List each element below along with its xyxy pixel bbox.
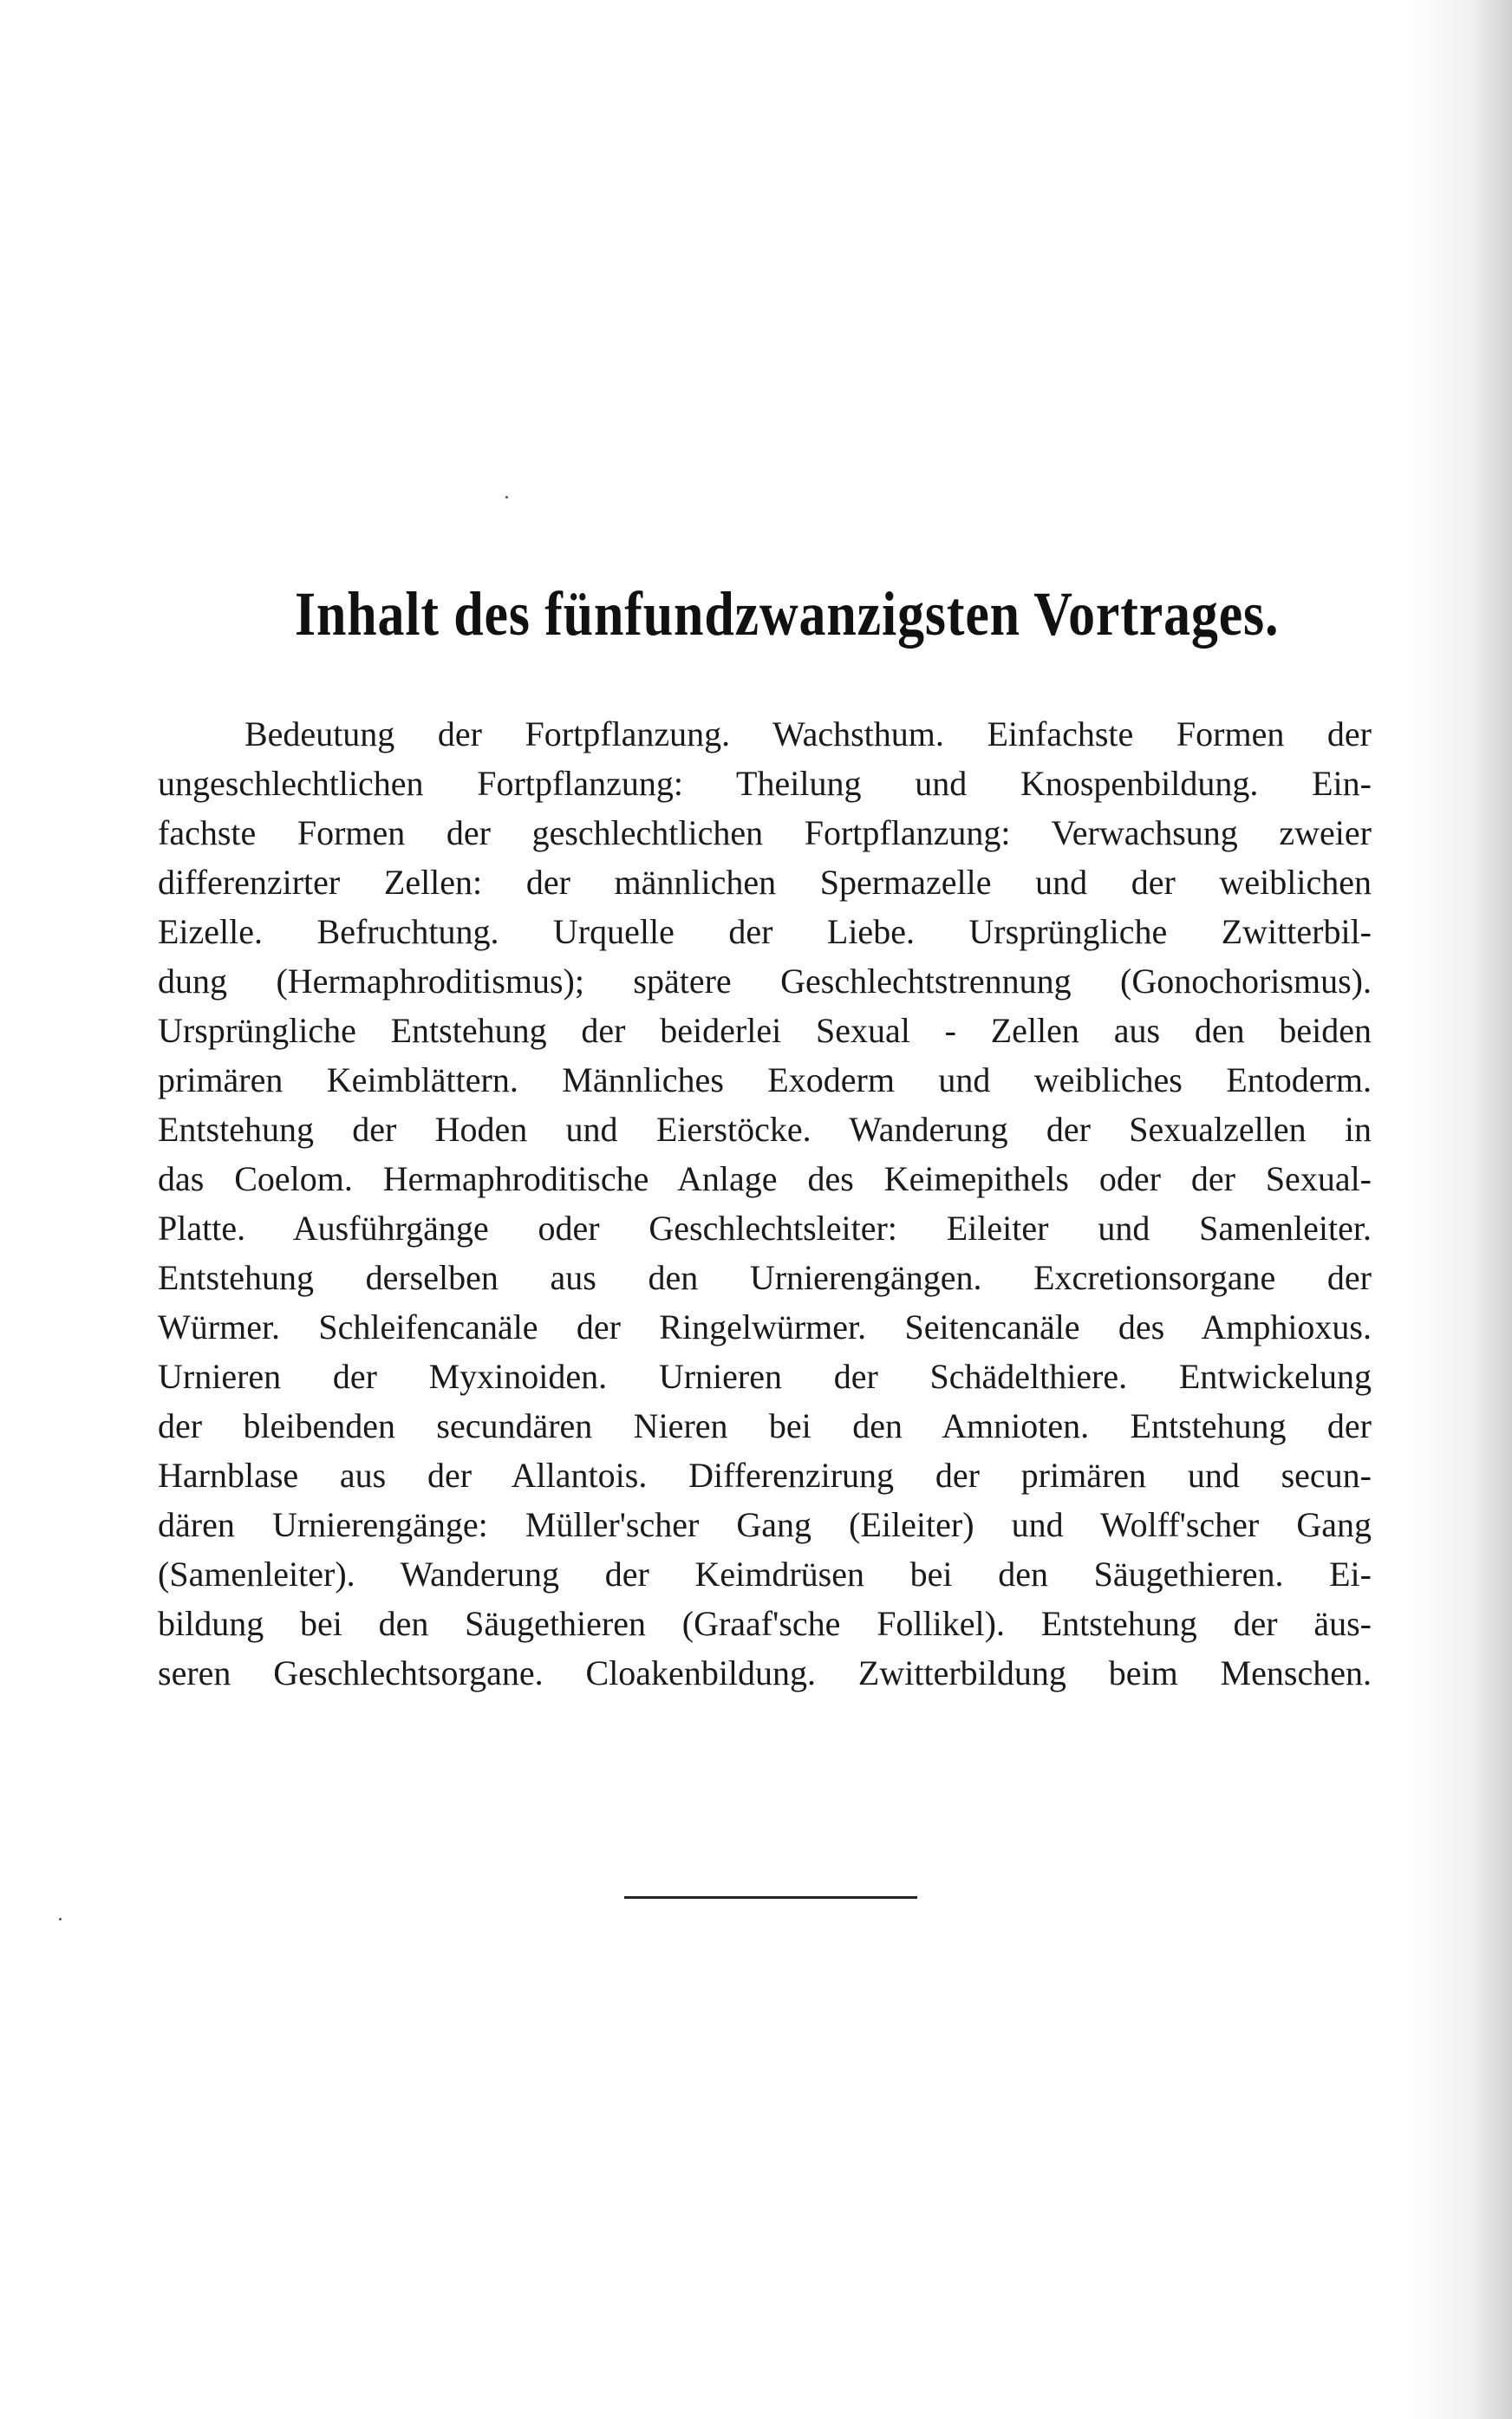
text-line: Eizelle. Befruchtung. Urquelle der Liebe. Ursprüngliche Zwitterbil- xyxy=(158,912,1372,951)
text-line: Entstehung derselben aus den Urnierengängen. Excretionsorgane der xyxy=(158,1258,1372,1297)
section-divider xyxy=(624,1896,917,1899)
scan-speck xyxy=(505,496,508,499)
text-line: dären Urnierengänge: Müller'scher Gang (Eileiter) und Wolff'scher Gang xyxy=(158,1505,1372,1544)
text-line: das Coelom. Hermaphroditische Anlage des Keimepithels oder der Sexual- xyxy=(158,1159,1372,1198)
text-line: Ursprüngliche Entstehung der beiderlei Sexual - Zellen aus den beiden xyxy=(158,1011,1372,1050)
text-line: (Samenleiter). Wanderung der Keimdrüsen bei den Säugethieren. Ei- xyxy=(158,1555,1372,1594)
text-line: der bleibenden secundären Nieren bei den Amnioten. Entstehung der xyxy=(158,1406,1372,1445)
text-line: fachste Formen der geschlechtlichen Fortpflanzung: Verwachsung zweier xyxy=(158,813,1372,852)
text-line: Würmer. Schleifencanäle der Ringelwürmer. Seitencanäle des Amphioxus. xyxy=(158,1307,1372,1346)
text-line: seren Geschlechtsorgane. Cloakenbildung. Zwitterbildung beim Menschen. xyxy=(158,1653,1372,1692)
text-line: Platte. Ausführgänge oder Geschlechtsleiter: Eileiter und Samenleiter. xyxy=(158,1209,1372,1248)
text-line: Urnieren der Myxinoiden. Urnieren der Schädelthiere. Entwickelung xyxy=(158,1357,1372,1396)
page-title: Inhalt des fünfundzwanzigsten Vortrages. xyxy=(295,579,1280,649)
text-line: ungeschlechtlichen Fortpflanzung: Theilung und Knospenbildung. Ein- xyxy=(158,764,1372,803)
scan-speck xyxy=(59,1918,62,1920)
text-line: primären Keimblättern. Männliches Exoderm und weibliches Entoderm. xyxy=(158,1060,1372,1099)
contents-paragraph xyxy=(158,709,1372,1698)
text-line: dung (Hermaphroditismus); spätere Geschlechtstrennung (Gonochorismus). xyxy=(158,962,1372,1001)
page-edge-shadow xyxy=(1408,0,1512,2419)
text-line: Entstehung der Hoden und Eierstöcke. Wanderung der Sexualzellen in xyxy=(158,1110,1372,1149)
text-line: Harnblase aus der Allantois. Differenzirung der primären und secun- xyxy=(158,1456,1372,1495)
text-line: bildung bei den Säugethieren (Graaf'sche Follikel). Entstehung der äus- xyxy=(158,1604,1372,1643)
text-line: differenzirter Zellen: der männlichen Spermazelle und der weiblichen xyxy=(158,863,1372,902)
text-line: Bedeutung der Fortpflanzung. Wachsthum. Einfachste Formen der xyxy=(244,714,1372,753)
